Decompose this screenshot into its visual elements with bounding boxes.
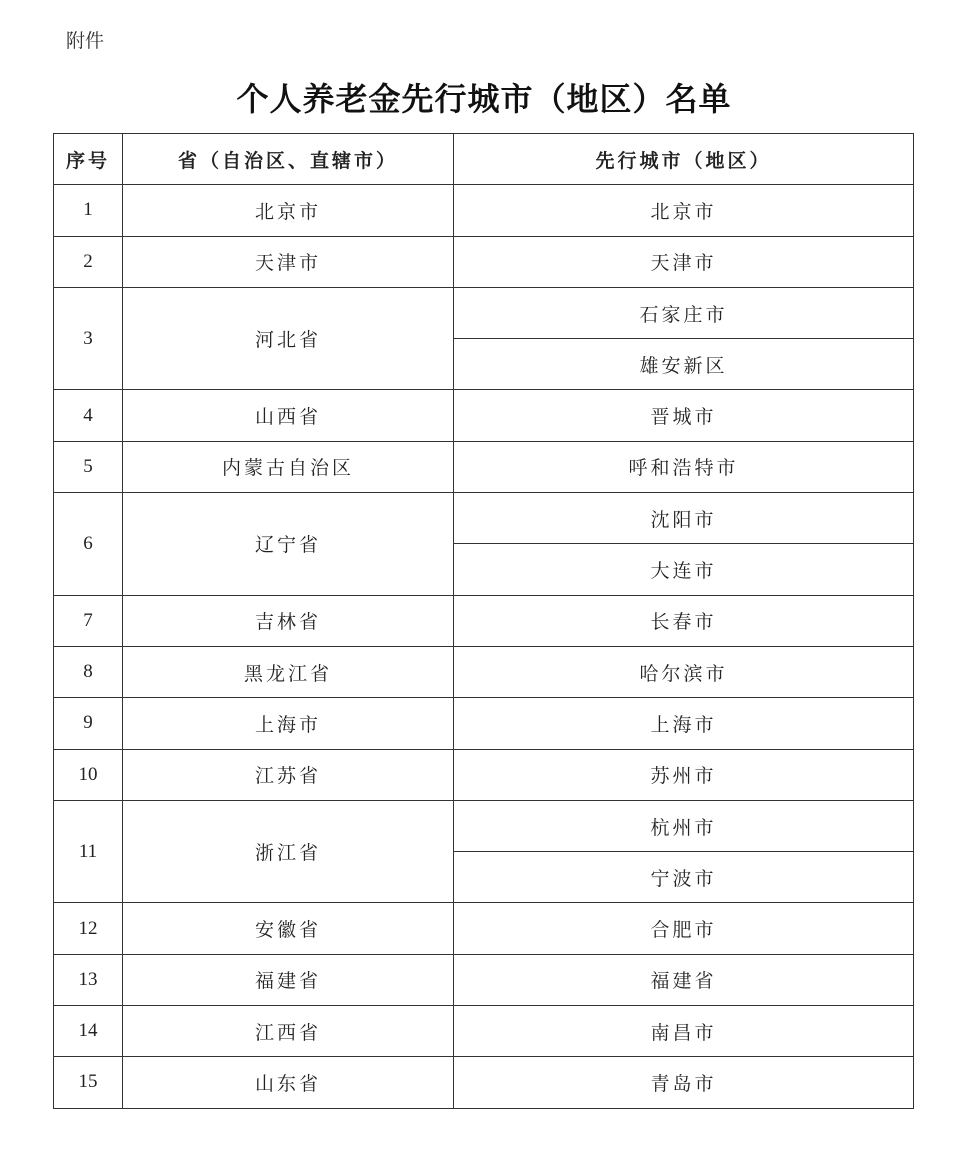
city-cell: 哈尔滨市 bbox=[454, 646, 914, 697]
province-cell: 天津市 bbox=[123, 236, 454, 287]
serial-number-cell: 13 bbox=[54, 954, 123, 1005]
header-city: 先行城市（地区） bbox=[454, 134, 914, 185]
serial-number-cell: 11 bbox=[54, 800, 123, 903]
province-cell: 安徽省 bbox=[123, 903, 454, 954]
province-cell: 福建省 bbox=[123, 954, 454, 1005]
city-cell: 杭州市 bbox=[454, 800, 914, 851]
table-row bbox=[54, 954, 914, 1005]
table-row bbox=[54, 749, 914, 800]
city-cell: 合肥市 bbox=[454, 903, 914, 954]
city-cell: 长春市 bbox=[454, 595, 914, 646]
header-serial: 序号 bbox=[54, 134, 123, 185]
table-row bbox=[54, 287, 914, 338]
city-cell: 南昌市 bbox=[454, 1006, 914, 1057]
serial-number-cell: 10 bbox=[54, 749, 123, 800]
serial-number-cell: 12 bbox=[54, 903, 123, 954]
serial-number-cell: 15 bbox=[54, 1057, 123, 1108]
city-cell: 大连市 bbox=[454, 544, 914, 595]
province-cell: 内蒙古自治区 bbox=[123, 441, 454, 492]
attachment-label: 附件 bbox=[66, 30, 105, 52]
province-cell: 上海市 bbox=[123, 698, 454, 749]
serial-number-cell: 2 bbox=[54, 236, 123, 287]
city-cell: 呼和浩特市 bbox=[454, 441, 914, 492]
serial-number-cell: 9 bbox=[54, 698, 123, 749]
serial-number-cell: 6 bbox=[54, 493, 123, 596]
province-cell: 山东省 bbox=[123, 1057, 454, 1108]
header-province: 省（自治区、直辖市） bbox=[123, 134, 454, 185]
table-row bbox=[54, 903, 914, 954]
province-cell: 江苏省 bbox=[123, 749, 454, 800]
city-cell: 北京市 bbox=[454, 185, 914, 236]
province-cell: 山西省 bbox=[123, 390, 454, 441]
serial-number-cell: 1 bbox=[54, 185, 123, 236]
province-cell: 北京市 bbox=[123, 185, 454, 236]
pilot-cities-table bbox=[53, 133, 914, 1109]
document-title: 个人养老金先行城市（地区）名单 bbox=[236, 80, 732, 118]
province-cell: 黑龙江省 bbox=[123, 646, 454, 697]
province-cell: 吉林省 bbox=[123, 595, 454, 646]
city-cell: 青岛市 bbox=[454, 1057, 914, 1108]
city-cell: 福建省 bbox=[454, 954, 914, 1005]
city-cell: 苏州市 bbox=[454, 749, 914, 800]
serial-number-cell: 7 bbox=[54, 595, 123, 646]
table-row bbox=[54, 441, 914, 492]
province-cell: 河北省 bbox=[123, 287, 454, 390]
serial-number-cell: 5 bbox=[54, 441, 123, 492]
serial-number-cell: 8 bbox=[54, 646, 123, 697]
table-row bbox=[54, 1057, 914, 1108]
province-cell: 江西省 bbox=[123, 1006, 454, 1057]
serial-number-cell: 14 bbox=[54, 1006, 123, 1057]
serial-number-cell: 3 bbox=[54, 287, 123, 390]
table-header-row bbox=[54, 134, 914, 185]
province-cell: 辽宁省 bbox=[123, 493, 454, 596]
province-cell: 浙江省 bbox=[123, 800, 454, 903]
city-cell: 上海市 bbox=[454, 698, 914, 749]
table-row bbox=[54, 236, 914, 287]
table-row bbox=[54, 390, 914, 441]
table-row bbox=[54, 800, 914, 851]
city-cell: 晋城市 bbox=[454, 390, 914, 441]
table-row bbox=[54, 185, 914, 236]
city-cell: 沈阳市 bbox=[454, 493, 914, 544]
table-row bbox=[54, 493, 914, 544]
city-cell: 天津市 bbox=[454, 236, 914, 287]
serial-number-cell: 4 bbox=[54, 390, 123, 441]
city-cell: 宁波市 bbox=[454, 852, 914, 903]
table-row bbox=[54, 646, 914, 697]
table-row bbox=[54, 698, 914, 749]
city-cell: 雄安新区 bbox=[454, 339, 914, 390]
city-cell: 石家庄市 bbox=[454, 287, 914, 338]
table-row bbox=[54, 1006, 914, 1057]
table-row bbox=[54, 595, 914, 646]
